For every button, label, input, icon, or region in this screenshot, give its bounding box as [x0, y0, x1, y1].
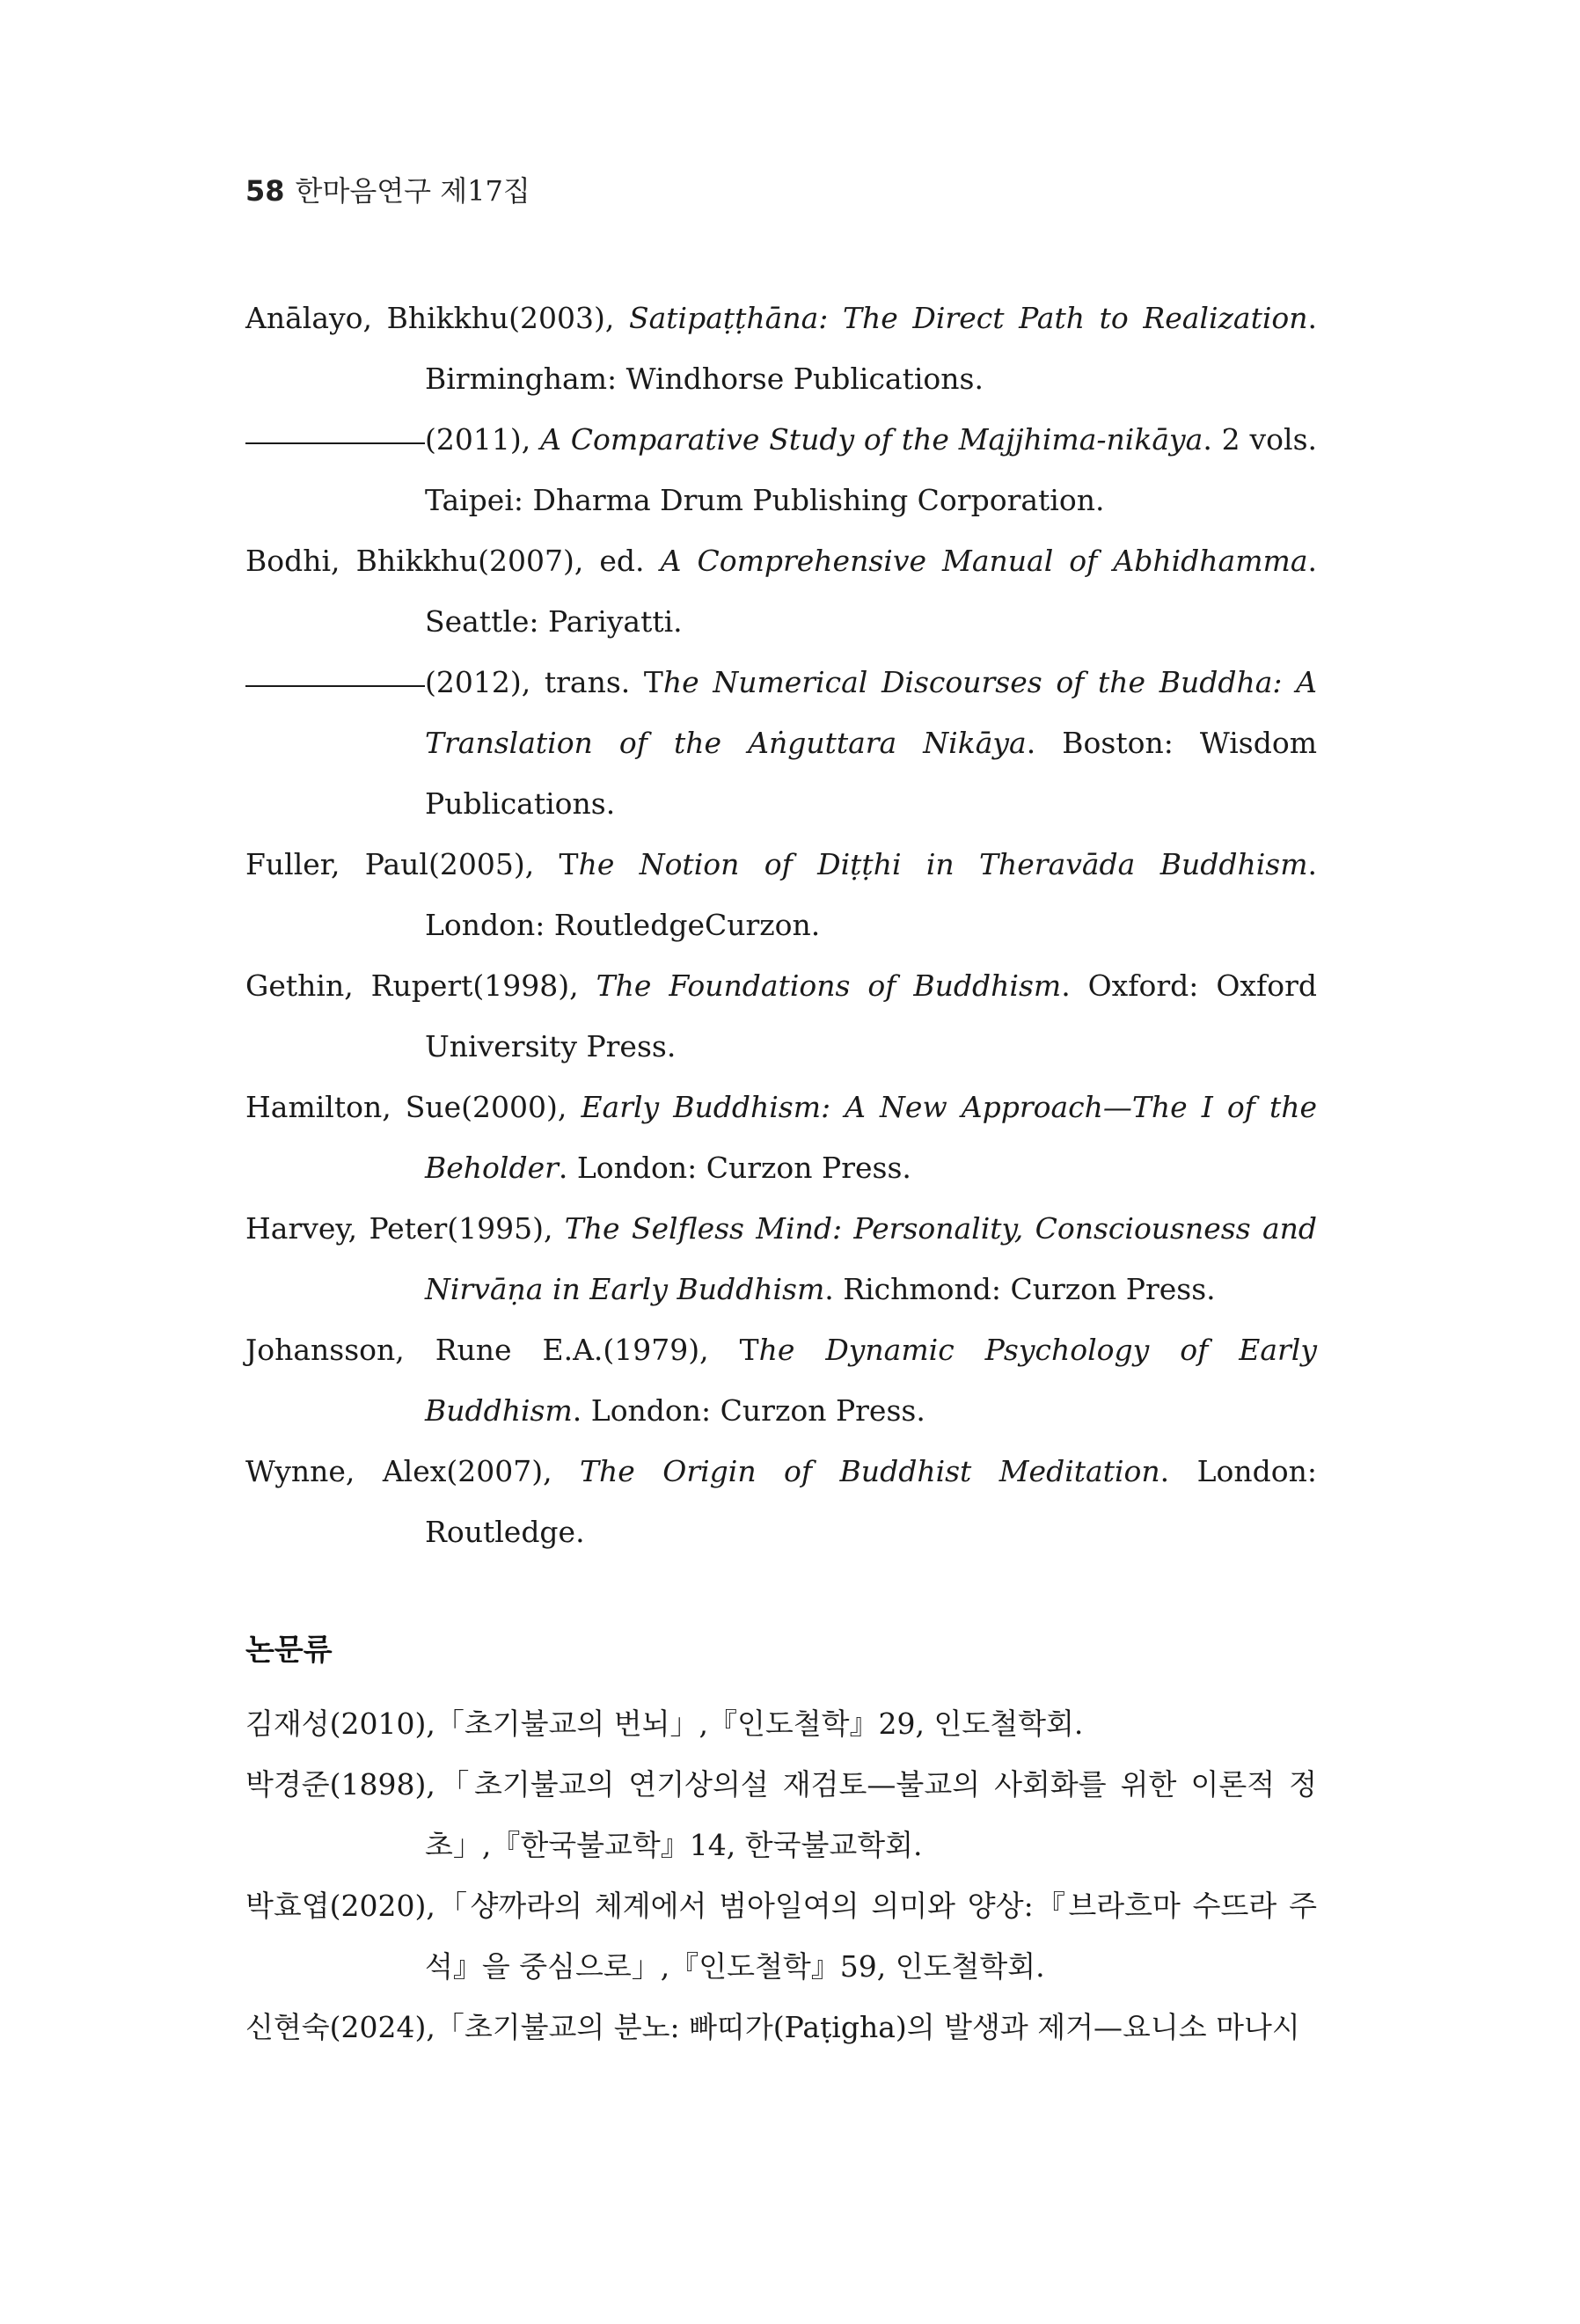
reference-entry: [245, 288, 1317, 409]
reference-text: . Richmond: Curzon Press.: [824, 1272, 1216, 1306]
reference-title: A Comparative Study of the Majjhima-nikāya: [540, 422, 1203, 457]
reference-entry: [245, 409, 1317, 530]
reference-title: he Notion of Diṭṭhi in Theravāda Buddhism: [578, 847, 1308, 881]
reference-text: . Oxford: Oxford University Press.: [425, 968, 1317, 1063]
paper-reference-entry: 박경준(1898),「초기불교의 연기상의설 재검토—불교의 사회화를 위한 이론적 정초」,『한국불교학』14, 한국불교학회.: [245, 1767, 1317, 1862]
reference-title: Satipaṭṭhāna: The Direct Path to Realization: [629, 301, 1308, 335]
reference-entry: [245, 530, 1317, 652]
reference-entry: [245, 652, 1317, 834]
reference-entry: [245, 1198, 1317, 1319]
reference-text: . London: Routledge.: [425, 1454, 1317, 1549]
reference-entry: [245, 834, 1317, 955]
reference-entry: [245, 955, 1317, 1077]
reference-text: . London: RoutledgeCurzon.: [425, 847, 1317, 942]
reference-text: Gethin, Rupert(1998),: [245, 968, 596, 1003]
korean-paper-reference-list: [245, 1693, 1317, 2057]
reference-entry: [245, 1441, 1317, 1562]
journal-title: 한마음연구 제17집: [295, 174, 530, 208]
reference-title: The Foundations of Buddhism: [596, 968, 1062, 1003]
reference-entry: [245, 1319, 1317, 1441]
reference-title: The Selfless Mind: Personality, Consciousness and Nirvāṇa in Early Buddhism: [425, 1211, 1317, 1306]
running-header: [245, 169, 530, 209]
english-reference-list: [245, 288, 1317, 1562]
reference-text: Harvey, Peter(1995),: [245, 1211, 565, 1246]
reference-title: he Dynamic Psychology of Early Buddhism: [425, 1333, 1317, 1428]
reference-text: . Boston: Wisdom Publications.: [425, 726, 1317, 821]
page-number: 58: [245, 174, 285, 208]
reference-text: Bodhi, Bhikkhu(2007), ed.: [245, 544, 661, 578]
reference-text: Hamilton, Sue(2000),: [245, 1090, 582, 1124]
reference-title: Early Buddhism: A New Approach—The I of the Beholder: [425, 1090, 1317, 1185]
reference-text: . London: Curzon Press.: [572, 1393, 925, 1428]
section-title-papers: 논문류: [245, 1633, 333, 1668]
reference-text: . London: Curzon Press.: [558, 1151, 911, 1185]
reference-text: . 2 vols. Taipei: Dharma Drum Publishing Corporation.: [425, 422, 1317, 517]
paper-reference-entry: 신현숙(2024),「초기불교의 분노: 빠띠가(Paṭigha)의 발생과 제거—요니소 마나시: [245, 2010, 1300, 2044]
reference-text: . Seattle: Pariyatti.: [425, 544, 1317, 639]
reference-title: he Numerical Discourses of the Buddha: A Translation of the Aṅguttara Nikāya: [425, 665, 1317, 760]
reference-entry: [245, 1077, 1317, 1198]
reference-text: Anālayo, Bhikkhu(2003),: [245, 301, 629, 335]
reference-text: Wynne, Alex(2007),: [245, 1454, 581, 1488]
reference-text: (2011),: [425, 422, 541, 457]
reference-title: A Comprehensive Manual of Abhidhamma: [660, 544, 1308, 578]
paper-reference-entry: 김재성(2010),「초기불교의 번뇌」,『인도철학』29, 인도철학회.: [245, 1706, 1084, 1741]
reference-text: . Birmingham: Windhorse Publications.: [425, 301, 1318, 396]
reference-text: Fuller, Paul(2005), T: [245, 847, 579, 881]
paper-reference-entry: 박효엽(2020),「샹까라의 체계에서 범아일여의 의미와 양상:『브라흐마 수뜨라 주석』을 중심으로」,『인도철학』59, 인도철학회.: [245, 1889, 1317, 1984]
reference-text: (2012), trans. T: [425, 665, 663, 699]
reference-text: Johansson, Rune E.A.(1979), T: [245, 1333, 759, 1367]
reference-title: The Origin of Buddhist Meditation: [580, 1454, 1160, 1488]
